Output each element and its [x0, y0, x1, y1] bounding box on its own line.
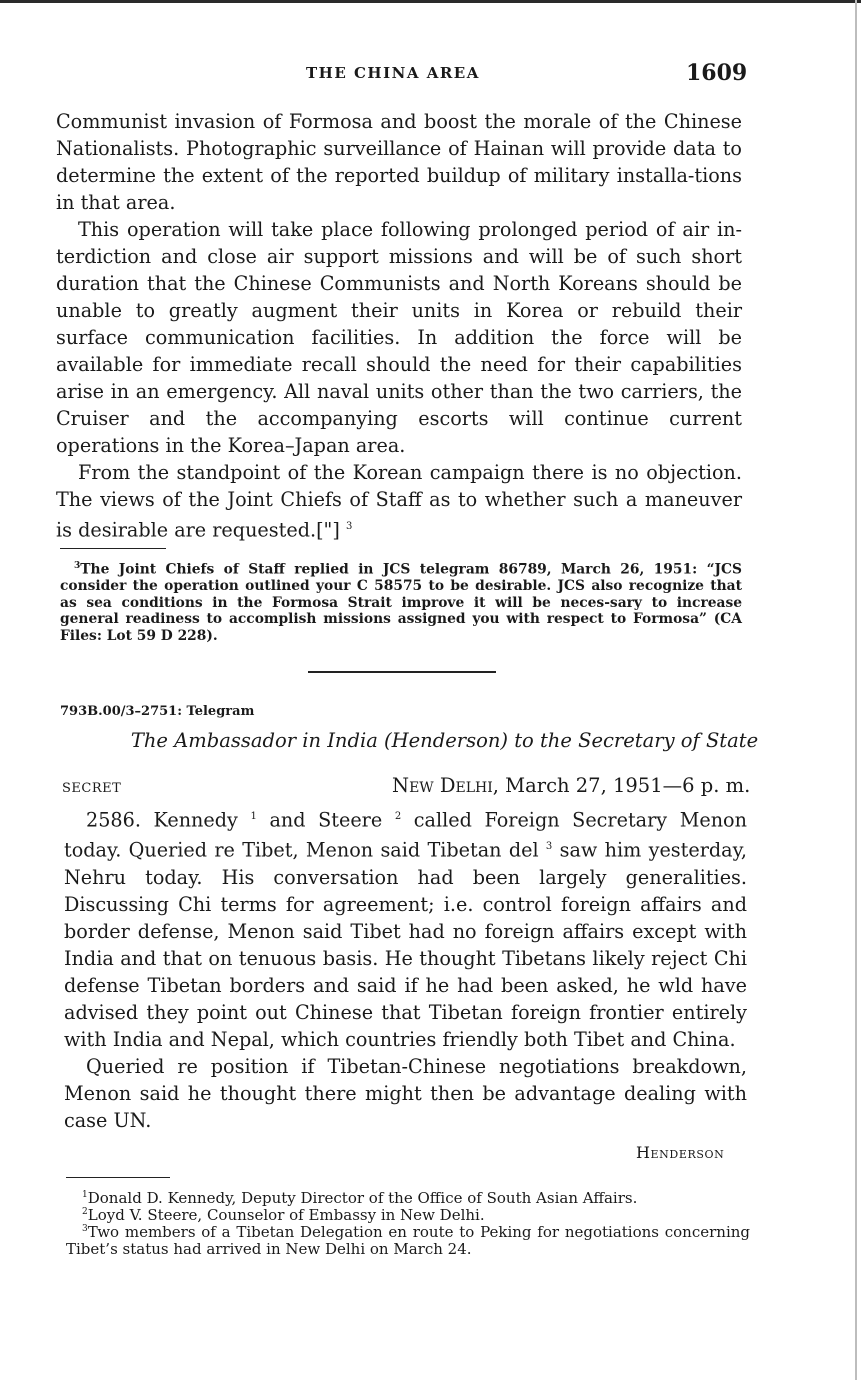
- footnote-text: Donald D. Kennedy, Deputy Director of the Office of South Asian Affairs.: [87, 1189, 638, 1207]
- running-head: THE CHINA AREA: [306, 64, 480, 82]
- telegram-paragraph-2: Queried re position if Tibetan-Chinese negotiations breakdown, Menon said he thought there might then be advantage dealing with case UN.: [64, 1055, 747, 1132]
- paragraph-text: From the standpoint of the Korean campaign there is no objection. The views of the Joint Chiefs of Staff as to whether such a maneuver is desirable are requested.["]: [56, 461, 742, 542]
- footnote-text: Two members of a Tibetan Delegation en route to Peking for negotiations concerning Tibet’s status had arrived in New Delhi on March 24.: [66, 1223, 750, 1258]
- document-title: The Ambassador in India (Henderson) to the Secretary of State: [130, 729, 759, 752]
- continued-paragraph-1: Communist invasion of Formosa and boost the morale of the Chinese Nationalists. Photographic surveillance of Hainan will provide data to determine the extent of the reported buildup of military installa-tions in that area.: [56, 110, 742, 214]
- file-reference: 793B.00/3–2751: Telegram: [60, 704, 255, 719]
- footnote-3: [60, 558, 742, 644]
- footnote-text: The Joint Chiefs of Staff replied in JCS telegram 86789, March 26, 1951: “JCS consider the operation outlined your C 58575 to be desirable. JCS also recognize that as sea conditions in the Formosa Strait improve it will be neces-sary to increase general readiness to accomplish missions assigned you with respect to Formosa” (CA Files: Lot 59 D 228).: [60, 561, 742, 644]
- dateline-place: New Delhi,: [392, 774, 499, 797]
- footnote-ref: 3: [345, 521, 353, 532]
- footnote-marker: 3: [74, 561, 81, 571]
- text-segment: 2586. Kennedy: [86, 808, 238, 832]
- text-segment: saw him yesterday, Nehru today. His conversation had been largely generalities. Discussing Chi terms for agreement; i.e. control foreign affairs and border defense, Menon said Tibet had no foreign affairs except with India and that on tenuous basis. He thought Tibetans likely reject Chi defense Tibetan borders and said if he had been asked, he wld have advised they point out Chinese that Tibetan foreign frontier entirely with India and Nepal, which countries friendly both Tibet and China.: [64, 838, 747, 1051]
- dateline-date: March 27, 1951—6 p. m.: [505, 774, 751, 797]
- section-divider: [308, 671, 496, 673]
- continued-paragraph-2: This operation will take place following prolonged period of air in-terdiction and close air support missions and will be of such short duration that the Chinese Communists and North Koreans should be unable to greatly augment their units in Korea or rebuild their surface communication facilities. In addition the force will be available for immediate recall should the need for their capabilities arise in an emergency. All naval units other than the two carriers, the Cruiser and the accompanying escorts will continue current operations in the Korea–Japan area.: [56, 218, 742, 457]
- footnote-ref: 3: [545, 841, 553, 853]
- footnote-rule: [66, 1177, 170, 1178]
- footnote-marker: 3: [82, 1224, 88, 1234]
- footnote-rule: [60, 548, 166, 549]
- dateline: [392, 774, 750, 797]
- page-edge: [855, 0, 857, 1380]
- continued-paragraph-3: [56, 459, 742, 543]
- top-border: [0, 0, 861, 3]
- telegram-paragraph-1: [64, 803, 747, 1053]
- footnote-marker: 1: [82, 1190, 88, 1200]
- classification-marking: SECRET: [62, 781, 122, 796]
- page-number: 1609: [686, 60, 748, 86]
- footnote-ref: 2: [394, 811, 402, 822]
- footnote-text: Loyd V. Steere, Counselor of Embassy in New Delhi.: [87, 1206, 485, 1224]
- text-segment: and Steere: [269, 808, 383, 832]
- footnote-ref: 1: [250, 811, 257, 822]
- footnote-marker: 2: [82, 1207, 88, 1217]
- footnote-3-telegram: [66, 1221, 750, 1258]
- signature: Henderson: [636, 1143, 725, 1162]
- text-segment: called Foreign Secretary Menon today. Queried re Tibet, Menon said Tibetan del: [64, 808, 747, 862]
